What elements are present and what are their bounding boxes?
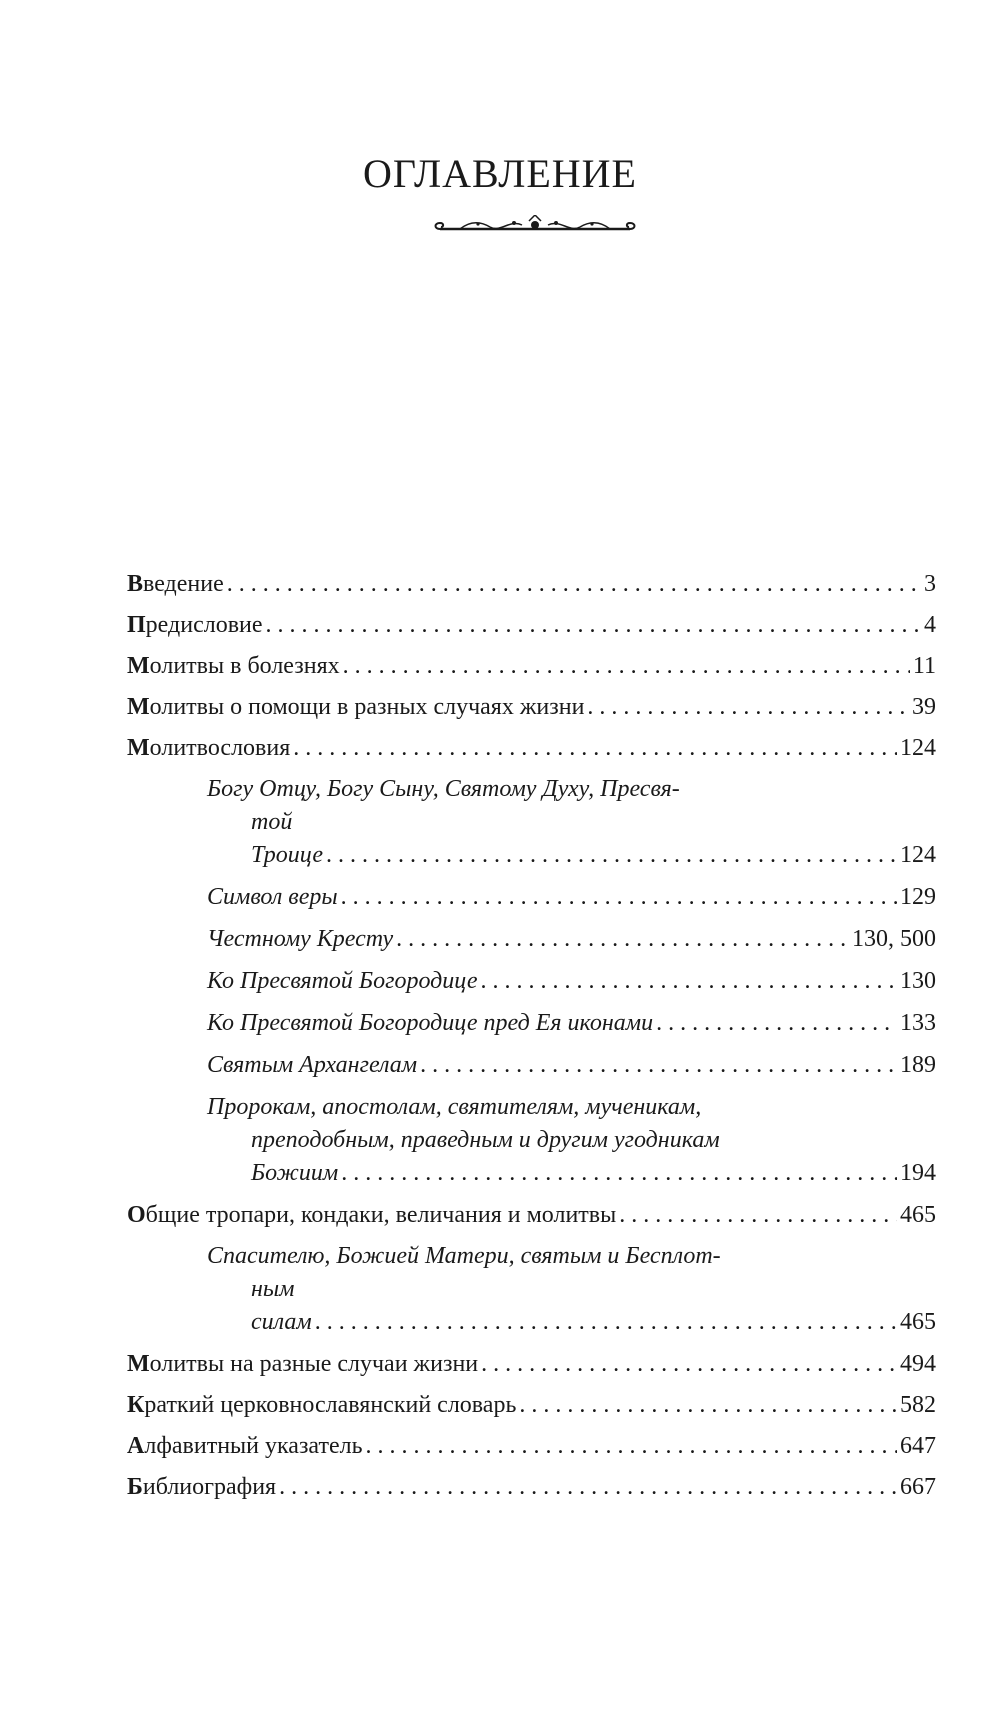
toc-label-text: олитвы о помощи в разных случаях жизни	[149, 694, 585, 720]
dot-leader	[293, 732, 897, 765]
toc-label-line: той Троице	[251, 809, 323, 868]
toc-label	[127, 732, 290, 765]
toc-initial: М	[127, 735, 150, 761]
toc-label-text: иблиография	[142, 1474, 277, 1500]
dot-leader	[266, 609, 921, 642]
toc-label-text: олитвословия	[149, 735, 291, 761]
dot-leader	[343, 650, 910, 683]
toc-page-number: 189	[900, 1052, 936, 1078]
dot-leader	[481, 965, 897, 998]
toc-label-text: олитвы на разные случаи жизни	[149, 1351, 479, 1377]
toc-entry-molitvoslovia[interactable]	[127, 732, 936, 765]
page-title: ОГЛАВЛЕНИЕ	[363, 151, 637, 196]
toc-initial: К	[127, 1392, 145, 1418]
toc-subentry-spasitelyu[interactable]	[127, 1240, 936, 1339]
toc-subentry-krestu[interactable]	[127, 923, 936, 956]
toc-initial: Б	[127, 1474, 143, 1500]
toc-entry-molitvy-v-boleznyah[interactable]	[127, 650, 936, 683]
toc-label: Ко Пресвятой Богородице	[207, 968, 478, 994]
toc-label	[127, 609, 263, 642]
toc-label-line: Пророкам, апостолам, святителям, мученикам,	[207, 1094, 702, 1120]
toc-label-text: ведение	[143, 571, 224, 597]
toc-initial: М	[127, 653, 150, 679]
toc-label	[127, 1389, 516, 1422]
toc-label	[127, 650, 340, 683]
dot-leader	[656, 1007, 897, 1040]
toc-label-line: Спасителю, Божией Матери, святым и Бесплот-	[207, 1243, 721, 1269]
toc-label-text: редисловие	[145, 612, 263, 638]
dot-leader	[619, 1199, 897, 1232]
ornamental-flourish-icon	[430, 215, 640, 239]
toc-entry-slovar[interactable]	[127, 1389, 936, 1422]
toc-label: Святым Архангелам	[207, 1052, 418, 1078]
toc-subentry-bogorodice[interactable]	[127, 965, 936, 998]
toc-entry-bibliografia[interactable]	[127, 1471, 936, 1504]
toc-label-text: бщие тропари, кондаки, величания и молитвы	[145, 1202, 617, 1228]
dot-leader	[341, 1157, 897, 1190]
toc-page-number: 667	[900, 1474, 936, 1500]
dot-leader	[326, 839, 897, 872]
dot-leader	[519, 1389, 897, 1422]
toc-page-number: 130	[900, 968, 936, 994]
dot-leader	[227, 568, 921, 601]
dot-leader	[366, 1430, 897, 1463]
toc-label	[127, 1199, 616, 1232]
dot-leader	[341, 881, 897, 914]
toc-page-number: 4	[924, 612, 936, 638]
toc-subentry-bogu-otcu[interactable]	[127, 773, 936, 872]
toc-page-number: 3	[924, 571, 936, 597]
toc-page-number: 129	[900, 884, 936, 910]
toc-label-line: ным силам	[251, 1276, 312, 1335]
table-of-contents	[127, 568, 936, 1512]
toc-label	[127, 1430, 363, 1463]
toc-initial: М	[127, 694, 150, 720]
toc-page-number: 465	[900, 1202, 936, 1228]
toc-page-number: 124	[900, 735, 936, 761]
toc-subentry-prorokam[interactable]	[127, 1091, 936, 1190]
toc-label: Символ веры	[207, 884, 338, 910]
toc-initial: О	[127, 1202, 146, 1228]
dot-leader	[420, 1049, 897, 1082]
toc-label-line: Божиим	[251, 1160, 339, 1186]
toc-page-number: 130, 500	[852, 926, 936, 952]
toc-page-number: 647	[900, 1433, 936, 1459]
toc-page-number: 465	[900, 1309, 936, 1335]
dot-leader	[587, 691, 909, 724]
toc-subentry-bogorodice-ikony[interactable]	[127, 1007, 936, 1040]
toc-initial: В	[127, 571, 144, 597]
toc-page-number: 582	[900, 1392, 936, 1418]
dot-leader	[481, 1348, 897, 1381]
toc-page-number: 124	[900, 842, 936, 868]
toc-page-number: 133	[900, 1010, 936, 1036]
toc-label	[127, 1348, 478, 1381]
toc-label-text: лфавитный указатель	[144, 1433, 363, 1459]
toc-label-text: олитвы в болезнях	[149, 653, 340, 679]
toc-entry-molitvy-o-pomoschi[interactable]	[127, 691, 936, 724]
toc-page-number: 11	[912, 653, 936, 679]
toc-page-number: 39	[912, 694, 936, 720]
dot-leader	[396, 923, 849, 956]
dot-leader	[279, 1471, 897, 1504]
toc-initial: М	[127, 1351, 150, 1377]
toc-page-number: 494	[900, 1351, 936, 1377]
toc-entry-ukazatel[interactable]	[127, 1430, 936, 1463]
toc-initial: П	[127, 612, 146, 638]
toc-label: Ко Пресвятой Богородице пред Ея иконами	[207, 1010, 654, 1036]
toc-initial: А	[127, 1433, 145, 1459]
toc-subentry-simvol-very[interactable]	[127, 881, 936, 914]
toc-entry-vvedenie[interactable]	[127, 568, 936, 601]
toc-label	[127, 691, 584, 724]
toc-entry-predislovie[interactable]	[127, 609, 936, 642]
toc-label	[127, 568, 224, 601]
toc-entry-molitvy-na-sluchai[interactable]	[127, 1348, 936, 1381]
toc-label-line: преподобным, праведным и другим угодникам	[251, 1127, 720, 1153]
toc-label: Честному Кресту	[207, 926, 394, 952]
toc-entry-obschie-tropari[interactable]	[127, 1199, 936, 1232]
toc-label-line: Богу Отцу, Богу Сыну, Святому Духу, Пресвя-	[207, 776, 680, 802]
dot-leader	[315, 1306, 897, 1339]
toc-label	[127, 1471, 276, 1504]
toc-subentry-arhangelam[interactable]	[127, 1049, 936, 1082]
toc-page-number: 194	[900, 1160, 936, 1186]
toc-label-text: раткий церковнославянский словарь	[144, 1392, 517, 1418]
